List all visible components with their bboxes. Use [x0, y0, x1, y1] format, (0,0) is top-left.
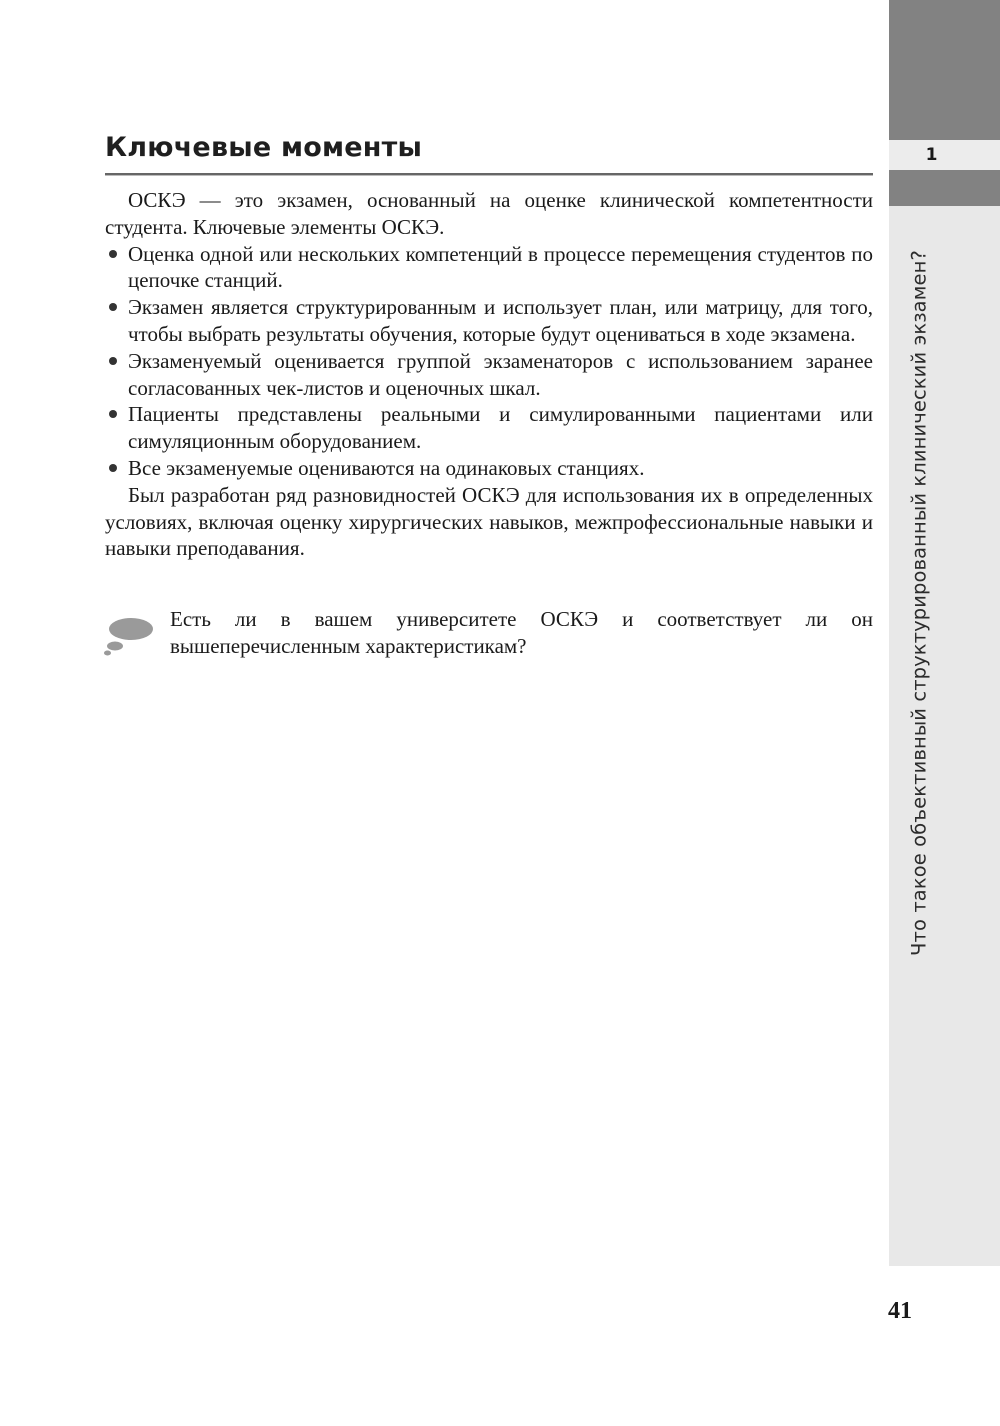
- sidebar-top-block: [889, 0, 1000, 140]
- list-item: [105, 241, 873, 295]
- list-item-text: Экзаменуемый оценивается группой экзаменаторов с использованием заранее согласованных чек-листов и оценочных шкал.: [128, 348, 873, 400]
- list-item-text: Все экзаменуемые оцениваются на одинаковых станциях.: [128, 455, 645, 480]
- bullet-icon: [109, 250, 117, 258]
- closing-paragraph: Был разработан ряд разновидностей ОСКЭ для использования их в определенных условиях, включая оценку хирургических навыков, межпрофессиональные навыки и навыки преподавания.: [105, 482, 873, 561]
- heading-divider: [105, 173, 873, 176]
- key-elements-list: [105, 241, 873, 482]
- page-number: 41: [888, 1298, 912, 1324]
- chapter-title-container: [889, 218, 949, 988]
- section-heading: Ключевые моменты: [105, 132, 423, 163]
- list-item-text: Экзамен является структурированным и использует план, или матрицу, для того, чтобы выбрать результаты обучения, которые будут оцениваться в ходе экзамена.: [128, 295, 873, 346]
- thought-bubble-icon: [103, 612, 155, 658]
- list-item-text: Пациенты представлены реальными и симулированными пациентами или симуляционным оборудованием.: [128, 402, 873, 454]
- list-item: [105, 348, 873, 402]
- section-body: [105, 187, 873, 562]
- question-text: Есть ли в вашем университете ОСКЭ и соответствует ли он вышеперечисленным характеристикам?: [170, 607, 873, 658]
- bullet-icon: [109, 464, 117, 472]
- list-item: [105, 401, 873, 455]
- list-item: [105, 455, 873, 482]
- sidebar-divider-block: [889, 170, 1000, 206]
- bullet-icon: [109, 357, 117, 365]
- list-item-text: Оценка одной или нескольких компетенций в процессе перемещения студентов по цепочке станций.: [128, 241, 873, 293]
- list-item: [105, 294, 873, 348]
- bullet-icon: [109, 303, 117, 311]
- intro-paragraph: ОСКЭ — это экзамен, основанный на оценке клинической компетентности студента. Ключевые элементы ОСКЭ.: [105, 188, 873, 239]
- chapter-number: 1: [925, 145, 938, 165]
- chapter-title: Что такое объективный структурированный клинический экзамен?: [907, 250, 931, 956]
- reflection-question: [103, 606, 873, 666]
- bullet-icon: [109, 410, 117, 418]
